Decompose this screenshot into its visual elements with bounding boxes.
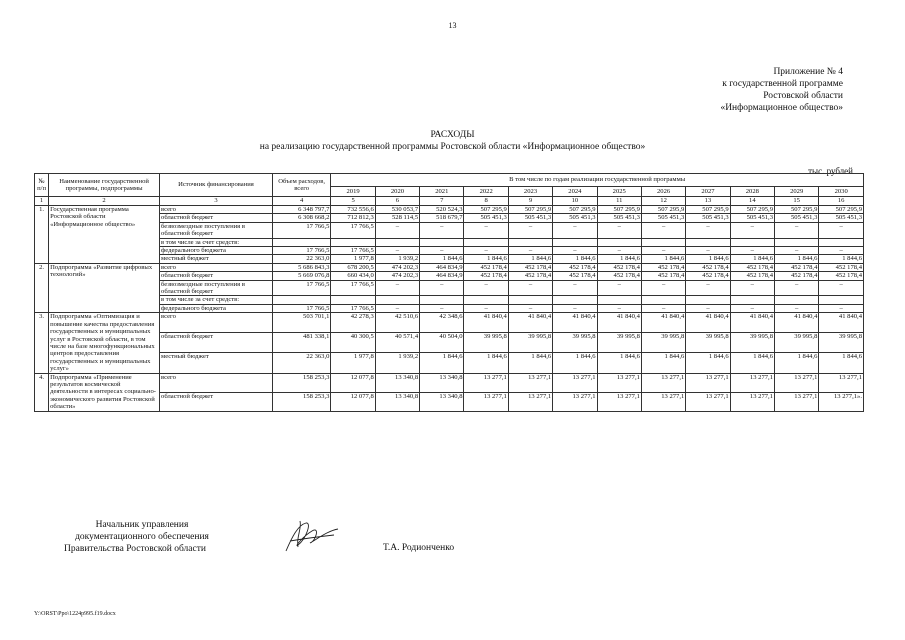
year-value: 505 451,3 xyxy=(730,214,774,222)
year-value: 13 277,1 xyxy=(730,373,774,392)
year-value: – xyxy=(464,280,508,296)
year-value xyxy=(375,296,419,304)
year-value: 13 277,1». xyxy=(819,392,864,411)
total-value: 22 363,0 xyxy=(272,255,330,263)
year-value: – xyxy=(730,280,774,296)
row-number: 4. xyxy=(35,373,49,411)
year-value: 39 995,8 xyxy=(641,333,685,353)
year-value: – xyxy=(420,280,464,296)
year-value: 507 295,9 xyxy=(730,206,774,214)
year-value: – xyxy=(464,304,508,312)
units-label: тыс. рублей xyxy=(808,166,853,176)
year-value: 452 178,4 xyxy=(775,263,819,271)
year-value: – xyxy=(819,247,864,255)
year-value: 452 178,4 xyxy=(464,272,508,280)
year-value: 12 077,8 xyxy=(331,373,375,392)
year-value: 530 053,7 xyxy=(375,206,419,214)
year-value: 13 340,8 xyxy=(375,373,419,392)
appendix-line: Ростовской области xyxy=(763,91,843,101)
year-value: 1 844,6 xyxy=(730,255,774,263)
header-year: 2030 xyxy=(819,187,864,197)
year-value: – xyxy=(375,247,419,255)
year-value: 39 995,8 xyxy=(597,333,641,353)
funding-source: в том числе за счет средств: xyxy=(160,296,273,304)
year-value: 505 451,3 xyxy=(597,214,641,222)
year-value: 13 277,1 xyxy=(508,392,552,411)
year-value: 41 840,4 xyxy=(464,313,508,333)
year-value: – xyxy=(464,222,508,238)
year-value: 507 295,9 xyxy=(686,206,730,214)
year-value: 452 178,4 xyxy=(641,272,685,280)
column-index: 10 xyxy=(553,197,597,206)
funding-source: местный бюджет xyxy=(160,255,273,263)
row-number: 1. xyxy=(35,206,49,264)
program-name: Подпрограмма «Оптимизация и повышение качества предоставления государственных и муниципальных услуг в Ростовской области, в том числе на базе многофункциональных центров предоставления государственных и муниципальных услуг» xyxy=(49,313,160,373)
table-row xyxy=(35,296,864,304)
year-value: – xyxy=(375,280,419,296)
year-value: 13 277,1 xyxy=(686,392,730,411)
column-index: 13 xyxy=(686,197,730,206)
signatory-line: Правительства Ростовской области xyxy=(64,544,206,554)
year-value: 40 504,0 xyxy=(420,333,464,353)
column-index: 2 xyxy=(49,197,160,206)
year-value: 42 348,6 xyxy=(420,313,464,333)
year-value: 17 766,5 xyxy=(331,304,375,312)
year-value: 17 766,5 xyxy=(331,280,375,296)
year-value: 452 178,4 xyxy=(597,272,641,280)
funding-source: безвозмездные поступления в областной бюджет xyxy=(160,222,273,238)
year-value xyxy=(730,238,774,246)
table-row xyxy=(35,313,864,333)
year-value: – xyxy=(641,304,685,312)
table-row xyxy=(35,263,864,271)
header-source: Источник финансирования xyxy=(160,174,273,197)
year-value: 1 844,6 xyxy=(597,255,641,263)
year-value: 1 939,2 xyxy=(375,255,419,263)
year-value: 41 840,4 xyxy=(553,313,597,333)
column-index: 6 xyxy=(375,197,419,206)
funding-source: федерального бюджета xyxy=(160,247,273,255)
funding-source: безвозмездные поступления в областной бюджет xyxy=(160,280,273,296)
year-value: 13 277,1 xyxy=(553,373,597,392)
table-row xyxy=(35,272,864,280)
title-line-2: на реализацию государственной программы Ростовской области «Информационное общество» xyxy=(259,142,646,152)
year-value: 474 202,3 xyxy=(375,263,419,271)
funding-source: областной бюджет xyxy=(160,214,273,222)
total-value: 17 766,5 xyxy=(272,247,330,255)
year-value: 41 840,4 xyxy=(508,313,552,333)
funding-source: всего xyxy=(160,313,273,333)
funding-source: областной бюджет xyxy=(160,392,273,411)
year-value: 17 766,5 xyxy=(331,222,375,238)
year-value: 41 840,4 xyxy=(686,313,730,333)
year-value xyxy=(686,238,730,246)
document-title xyxy=(0,129,905,153)
year-value: 452 178,4 xyxy=(553,263,597,271)
year-value: 13 277,1 xyxy=(775,392,819,411)
column-index: 7 xyxy=(420,197,464,206)
year-value: 39 995,8 xyxy=(686,333,730,353)
year-value: 452 178,4 xyxy=(686,263,730,271)
header-year: 2025 xyxy=(597,187,641,197)
total-value: 481 338,1 xyxy=(272,333,330,353)
year-value: – xyxy=(641,280,685,296)
funding-source: всего xyxy=(160,373,273,392)
total-value: 17 766,5 xyxy=(272,280,330,296)
year-value: – xyxy=(597,247,641,255)
year-value: 1 844,6 xyxy=(508,353,552,373)
year-value: – xyxy=(553,247,597,255)
column-index: 15 xyxy=(775,197,819,206)
year-value: 1 844,6 xyxy=(464,353,508,373)
year-value xyxy=(464,296,508,304)
year-value: – xyxy=(464,247,508,255)
total-value: 158 253,3 xyxy=(272,392,330,411)
year-value: – xyxy=(730,304,774,312)
year-value xyxy=(331,296,375,304)
year-value: 732 556,6 xyxy=(331,206,375,214)
year-value: 13 277,1 xyxy=(641,373,685,392)
header-years-group: В том числе по годам реализации государственной программы xyxy=(331,174,864,187)
year-value: 12 077,8 xyxy=(331,392,375,411)
row-number: 3. xyxy=(35,313,49,373)
table-row xyxy=(35,353,864,373)
year-value: 452 178,4 xyxy=(686,272,730,280)
year-value: 452 178,4 xyxy=(775,272,819,280)
year-value xyxy=(775,238,819,246)
table-row xyxy=(35,304,864,312)
appendix-line: «Информационное общество» xyxy=(720,103,843,113)
year-value: 518 679,7 xyxy=(420,214,464,222)
year-value: – xyxy=(775,247,819,255)
year-value: 1 844,6 xyxy=(420,353,464,373)
year-value: – xyxy=(597,304,641,312)
year-value: 1 844,6 xyxy=(641,353,685,373)
year-value xyxy=(597,296,641,304)
year-value: 1 844,6 xyxy=(641,255,685,263)
year-value: 13 277,1 xyxy=(775,373,819,392)
column-index: 5 xyxy=(331,197,375,206)
column-index: 11 xyxy=(597,197,641,206)
year-value: 1 977,8 xyxy=(331,255,375,263)
year-value: – xyxy=(641,222,685,238)
column-index: 12 xyxy=(641,197,685,206)
year-value: 452 178,4 xyxy=(553,272,597,280)
year-value: 13 277,1 xyxy=(553,392,597,411)
appendix-line: к государственной программе xyxy=(722,79,843,89)
year-value: 1 844,6 xyxy=(686,255,730,263)
year-value: – xyxy=(597,280,641,296)
year-value: 507 295,9 xyxy=(553,206,597,214)
year-value: 452 178,4 xyxy=(641,263,685,271)
header-year: 2026 xyxy=(641,187,685,197)
year-value: 505 451,3 xyxy=(775,214,819,222)
year-value: 41 840,4 xyxy=(819,313,864,333)
year-value: – xyxy=(686,280,730,296)
total-value xyxy=(272,238,330,246)
year-value: – xyxy=(508,280,552,296)
year-value: 13 277,1 xyxy=(464,373,508,392)
year-value: 42 510,6 xyxy=(375,313,419,333)
table-row xyxy=(35,206,864,214)
year-value: – xyxy=(597,222,641,238)
year-value: 13 277,1 xyxy=(597,373,641,392)
year-value: – xyxy=(420,304,464,312)
year-value: – xyxy=(775,222,819,238)
column-index: 8 xyxy=(464,197,508,206)
funding-source: местный бюджет xyxy=(160,353,273,373)
year-value: 452 178,4 xyxy=(508,263,552,271)
year-value: – xyxy=(508,222,552,238)
table-row xyxy=(35,373,864,392)
header-year: 2021 xyxy=(420,187,464,197)
year-value: 1 844,6 xyxy=(819,353,864,373)
year-value: – xyxy=(641,247,685,255)
column-index: 14 xyxy=(730,197,774,206)
year-value: – xyxy=(375,304,419,312)
year-value: – xyxy=(730,222,774,238)
file-path-footer: Y:\ORST\Ppo\1224p995.f19.docx xyxy=(34,611,116,617)
year-value: – xyxy=(508,304,552,312)
year-value: 507 295,9 xyxy=(597,206,641,214)
year-value xyxy=(819,238,864,246)
program-name: Подпрограмма «Развитие цифровых технологий» xyxy=(49,263,160,312)
year-value: 528 114,5 xyxy=(375,214,419,222)
year-value xyxy=(508,238,552,246)
year-value: 13 277,1 xyxy=(730,392,774,411)
year-value: 39 995,8 xyxy=(775,333,819,353)
year-value: 452 178,4 xyxy=(730,263,774,271)
table-row xyxy=(35,247,864,255)
year-value: 17 766,5 xyxy=(331,247,375,255)
total-value: 22 363,0 xyxy=(272,353,330,373)
year-value: – xyxy=(553,222,597,238)
year-value: 1 977,8 xyxy=(331,353,375,373)
total-value: 17 766,5 xyxy=(272,304,330,312)
year-value: 1 939,2 xyxy=(375,353,419,373)
table-row xyxy=(35,238,864,246)
year-value: 41 840,4 xyxy=(641,313,685,333)
year-value xyxy=(553,296,597,304)
year-value: – xyxy=(686,304,730,312)
header-year: 2027 xyxy=(686,187,730,197)
header-year: 2029 xyxy=(775,187,819,197)
year-value xyxy=(420,296,464,304)
signatory-line: документационного обеспечения xyxy=(75,532,209,542)
year-value: – xyxy=(420,247,464,255)
year-value: 507 295,9 xyxy=(464,206,508,214)
year-value: 452 178,4 xyxy=(597,263,641,271)
table-row xyxy=(35,222,864,238)
total-value: 5 686 843,3 xyxy=(272,263,330,271)
year-value xyxy=(331,238,375,246)
total-value: 17 766,5 xyxy=(272,222,330,238)
title-line-1: РАСХОДЫ xyxy=(430,130,475,140)
year-value: – xyxy=(508,247,552,255)
header-year: 2024 xyxy=(553,187,597,197)
year-value xyxy=(420,238,464,246)
year-value xyxy=(641,296,685,304)
year-value: 39 995,8 xyxy=(553,333,597,353)
year-value xyxy=(375,238,419,246)
year-value: 452 178,4 xyxy=(508,272,552,280)
funding-source: областной бюджет xyxy=(160,333,273,353)
year-value: 505 451,3 xyxy=(686,214,730,222)
year-value: – xyxy=(775,280,819,296)
appendix-line: Приложение № 4 xyxy=(773,67,843,77)
year-value: 1 844,6 xyxy=(775,255,819,263)
year-value: – xyxy=(686,247,730,255)
column-index: 3 xyxy=(160,197,273,206)
year-value: 41 840,4 xyxy=(597,313,641,333)
year-value: 507 295,9 xyxy=(641,206,685,214)
signatory-name: Т.А. Родионченко xyxy=(383,543,455,553)
funding-source: федерального бюджета xyxy=(160,304,273,312)
year-value xyxy=(730,296,774,304)
year-value: 13 340,8 xyxy=(375,392,419,411)
year-value: 13 277,1 xyxy=(464,392,508,411)
year-value: 505 451,3 xyxy=(819,214,864,222)
appendix-header xyxy=(623,66,843,114)
year-value xyxy=(553,238,597,246)
year-value: 39 995,8 xyxy=(508,333,552,353)
year-value xyxy=(464,238,508,246)
year-value: 1 844,6 xyxy=(508,255,552,263)
year-value: 1 844,6 xyxy=(819,255,864,263)
year-value xyxy=(775,296,819,304)
page-number: 13 xyxy=(448,21,457,30)
total-value: 5 669 076,8 xyxy=(272,272,330,280)
year-value xyxy=(819,296,864,304)
year-value: – xyxy=(375,222,419,238)
year-value: – xyxy=(553,280,597,296)
year-value: 13 277,1 xyxy=(597,392,641,411)
program-name: Государственная программа Ростовской области «Информационное общество» xyxy=(49,206,160,264)
signatory-line: Начальник управления xyxy=(95,520,189,530)
year-value: 13 340,8 xyxy=(420,373,464,392)
total-value: 6 348 797,7 xyxy=(272,206,330,214)
year-value: 13 277,1 xyxy=(819,373,864,392)
year-value: 1 844,6 xyxy=(730,353,774,373)
program-name: Подпрограмма «Применение результатов космической деятельности в интересах социально-экономического развития Ростовской области» xyxy=(49,373,160,411)
funding-source: в том числе за счет средств: xyxy=(160,238,273,246)
year-value: 507 295,9 xyxy=(819,206,864,214)
year-value: 13 340,8 xyxy=(420,392,464,411)
year-value: 712 812,3 xyxy=(331,214,375,222)
year-value: 505 451,3 xyxy=(464,214,508,222)
year-value: – xyxy=(420,222,464,238)
year-value: 474 202,3 xyxy=(375,272,419,280)
header-volume: Объем расходов, всего xyxy=(272,174,330,197)
year-value: 464 834,9 xyxy=(420,263,464,271)
year-value: 13 277,1 xyxy=(508,373,552,392)
year-value: 39 995,8 xyxy=(730,333,774,353)
year-value: 1 844,6 xyxy=(553,353,597,373)
funding-source: всего xyxy=(160,263,273,271)
year-value: 505 451,3 xyxy=(508,214,552,222)
year-value: 1 844,6 xyxy=(686,353,730,373)
column-index: 4 xyxy=(272,197,330,206)
year-value: 39 995,8 xyxy=(819,333,864,353)
year-value: 507 295,9 xyxy=(775,206,819,214)
year-value xyxy=(508,296,552,304)
handwritten-signature xyxy=(276,517,346,557)
year-value: 452 178,4 xyxy=(464,263,508,271)
year-value: 507 295,9 xyxy=(508,206,552,214)
column-index: 9 xyxy=(508,197,552,206)
header-year: 2020 xyxy=(375,187,419,197)
column-index: 1 xyxy=(35,197,49,206)
header-year: 2023 xyxy=(508,187,552,197)
year-value: 452 178,4 xyxy=(819,263,864,271)
expenses-table xyxy=(34,173,864,412)
table-row xyxy=(35,333,864,353)
header-num: № п/п xyxy=(35,174,49,197)
signatory-title xyxy=(57,519,227,555)
total-value xyxy=(272,296,330,304)
total-value: 158 253,3 xyxy=(272,373,330,392)
year-value: 42 278,3 xyxy=(331,313,375,333)
year-value: – xyxy=(819,304,864,312)
year-value: 452 178,4 xyxy=(730,272,774,280)
year-value: 1 844,6 xyxy=(597,353,641,373)
year-value: 505 451,3 xyxy=(641,214,685,222)
year-value: 41 840,4 xyxy=(730,313,774,333)
year-value: 1 844,6 xyxy=(775,353,819,373)
year-value: 1 844,6 xyxy=(464,255,508,263)
year-value: 40 300,5 xyxy=(331,333,375,353)
year-value: 40 571,4 xyxy=(375,333,419,353)
table-row xyxy=(35,255,864,263)
year-value: – xyxy=(686,222,730,238)
year-value: 41 840,4 xyxy=(775,313,819,333)
funding-source: областной бюджет xyxy=(160,272,273,280)
header-name: Наименование государственной программы, подпрограммы xyxy=(49,174,160,197)
column-index: 16 xyxy=(819,197,864,206)
year-value: – xyxy=(819,222,864,238)
year-value: – xyxy=(730,247,774,255)
table-row xyxy=(35,280,864,296)
year-value: – xyxy=(775,304,819,312)
year-value: 1 844,6 xyxy=(420,255,464,263)
row-number: 2. xyxy=(35,263,49,312)
year-value: 13 277,1 xyxy=(641,392,685,411)
year-value xyxy=(686,296,730,304)
table-row xyxy=(35,392,864,411)
year-value: 660 434,0 xyxy=(331,272,375,280)
table-row xyxy=(35,214,864,222)
year-value: 520 524,3 xyxy=(420,206,464,214)
year-value: 13 277,1 xyxy=(686,373,730,392)
total-value: 6 308 668,2 xyxy=(272,214,330,222)
year-value: 39 995,8 xyxy=(464,333,508,353)
year-value: 464 834,9 xyxy=(420,272,464,280)
year-value: 452 178,4 xyxy=(819,272,864,280)
year-value: – xyxy=(819,280,864,296)
year-value: 505 451,3 xyxy=(553,214,597,222)
header-year: 2022 xyxy=(464,187,508,197)
year-value: – xyxy=(553,304,597,312)
year-value: 678 200,5 xyxy=(331,263,375,271)
header-year: 2028 xyxy=(730,187,774,197)
year-value xyxy=(597,238,641,246)
header-year: 2019 xyxy=(331,187,375,197)
year-value xyxy=(641,238,685,246)
year-value: 1 844,6 xyxy=(553,255,597,263)
total-value: 503 701,1 xyxy=(272,313,330,333)
funding-source: всего xyxy=(160,206,273,214)
